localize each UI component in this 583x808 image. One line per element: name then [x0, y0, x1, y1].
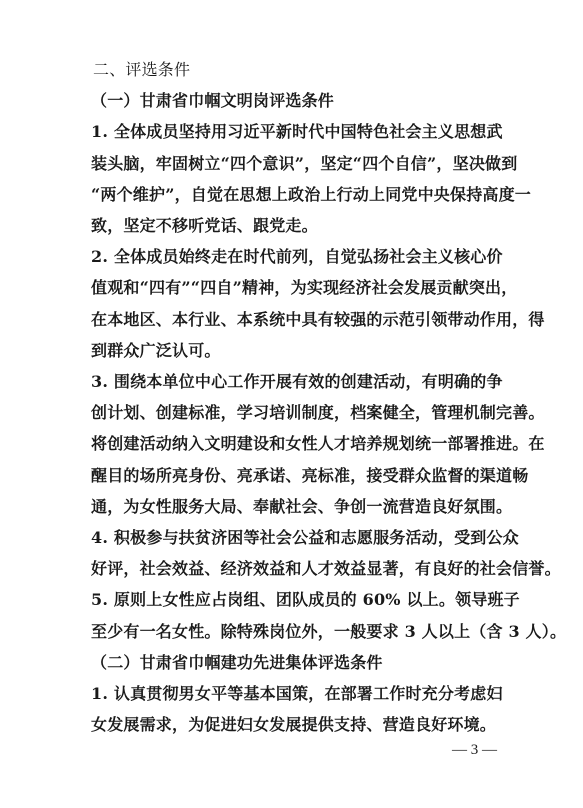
subsection-title: （二）甘肃省巾帼建功先进集体评选条件 — [91, 653, 383, 672]
paragraph-line: 1. 认真贯彻男女平等基本国策，在部署工作时充分考虑妇 — [91, 684, 503, 703]
paragraph-line: 到群众广泛认可。 — [91, 341, 221, 360]
paragraph-line: “两个维护”，自觉在思想上政治上行动上同党中央保持高度一 — [91, 185, 532, 204]
paragraph-line: 4. 积极参与扶贫济困等社会公益和志愿服务活动，受到公众 — [91, 528, 519, 547]
subsection-title: （一）甘肃省巾帼文明岗评选条件 — [91, 91, 335, 110]
paragraph-line: 将创建活动纳入文明建设和女性人才培养规划统一部署推进。在 — [91, 434, 545, 453]
paragraph-line: 女发展需求，为促进妇女发展提供支持、营造良好环境。 — [91, 715, 497, 734]
section-heading: 二、评选条件 — [93, 60, 191, 79]
paragraph-line: 通，为女性服务大局、奉献社会、争创一流营造良好氛围。 — [91, 497, 513, 516]
paragraph-line: 值观和“四有”“四自”精神，为实现经济社会发展贡献突出， — [91, 278, 518, 297]
paragraph-line: 醒目的场所亮身份、亮承诺、亮标准，接受群众监督的渠道畅 — [91, 466, 529, 485]
paragraph-line: 1. 全体成员坚持用习近平新时代中国特色社会主义思想武 — [91, 122, 503, 141]
paragraph-line: 5. 原则上女性应占岗组、团队成员的 60% 以上。领导班子 — [91, 590, 520, 609]
paragraph-line: 2. 全体成员始终走在时代前列，自觉弘扬社会主义核心价 — [91, 247, 503, 266]
paragraph-line: 好评，社会效益、经济效益和人才效益显著，有良好的社会信誉。 — [91, 559, 561, 578]
paragraph-line: 创计划、创建标准，学习培训制度，档案健全，管理机制完善。 — [91, 403, 545, 422]
paragraph-line: 3. 围绕本单位中心工作开展有效的创建活动，有明确的争 — [91, 372, 503, 391]
paragraph-line: 在本地区、本行业、本系统中具有较强的示范引领带动作用，得 — [91, 310, 545, 329]
page-number: — 3 — — [452, 742, 497, 758]
paragraph-line: 装头脑，牢固树立“四个意识”，坚定“四个自信”，坚决做到 — [91, 154, 518, 173]
paragraph-line: 至少有一名女性。除特殊岗位外，一般要求 3 人以上（含 3 人）。 — [91, 622, 567, 641]
paragraph-line: 致，坚定不移听党话、跟党走。 — [91, 216, 318, 235]
